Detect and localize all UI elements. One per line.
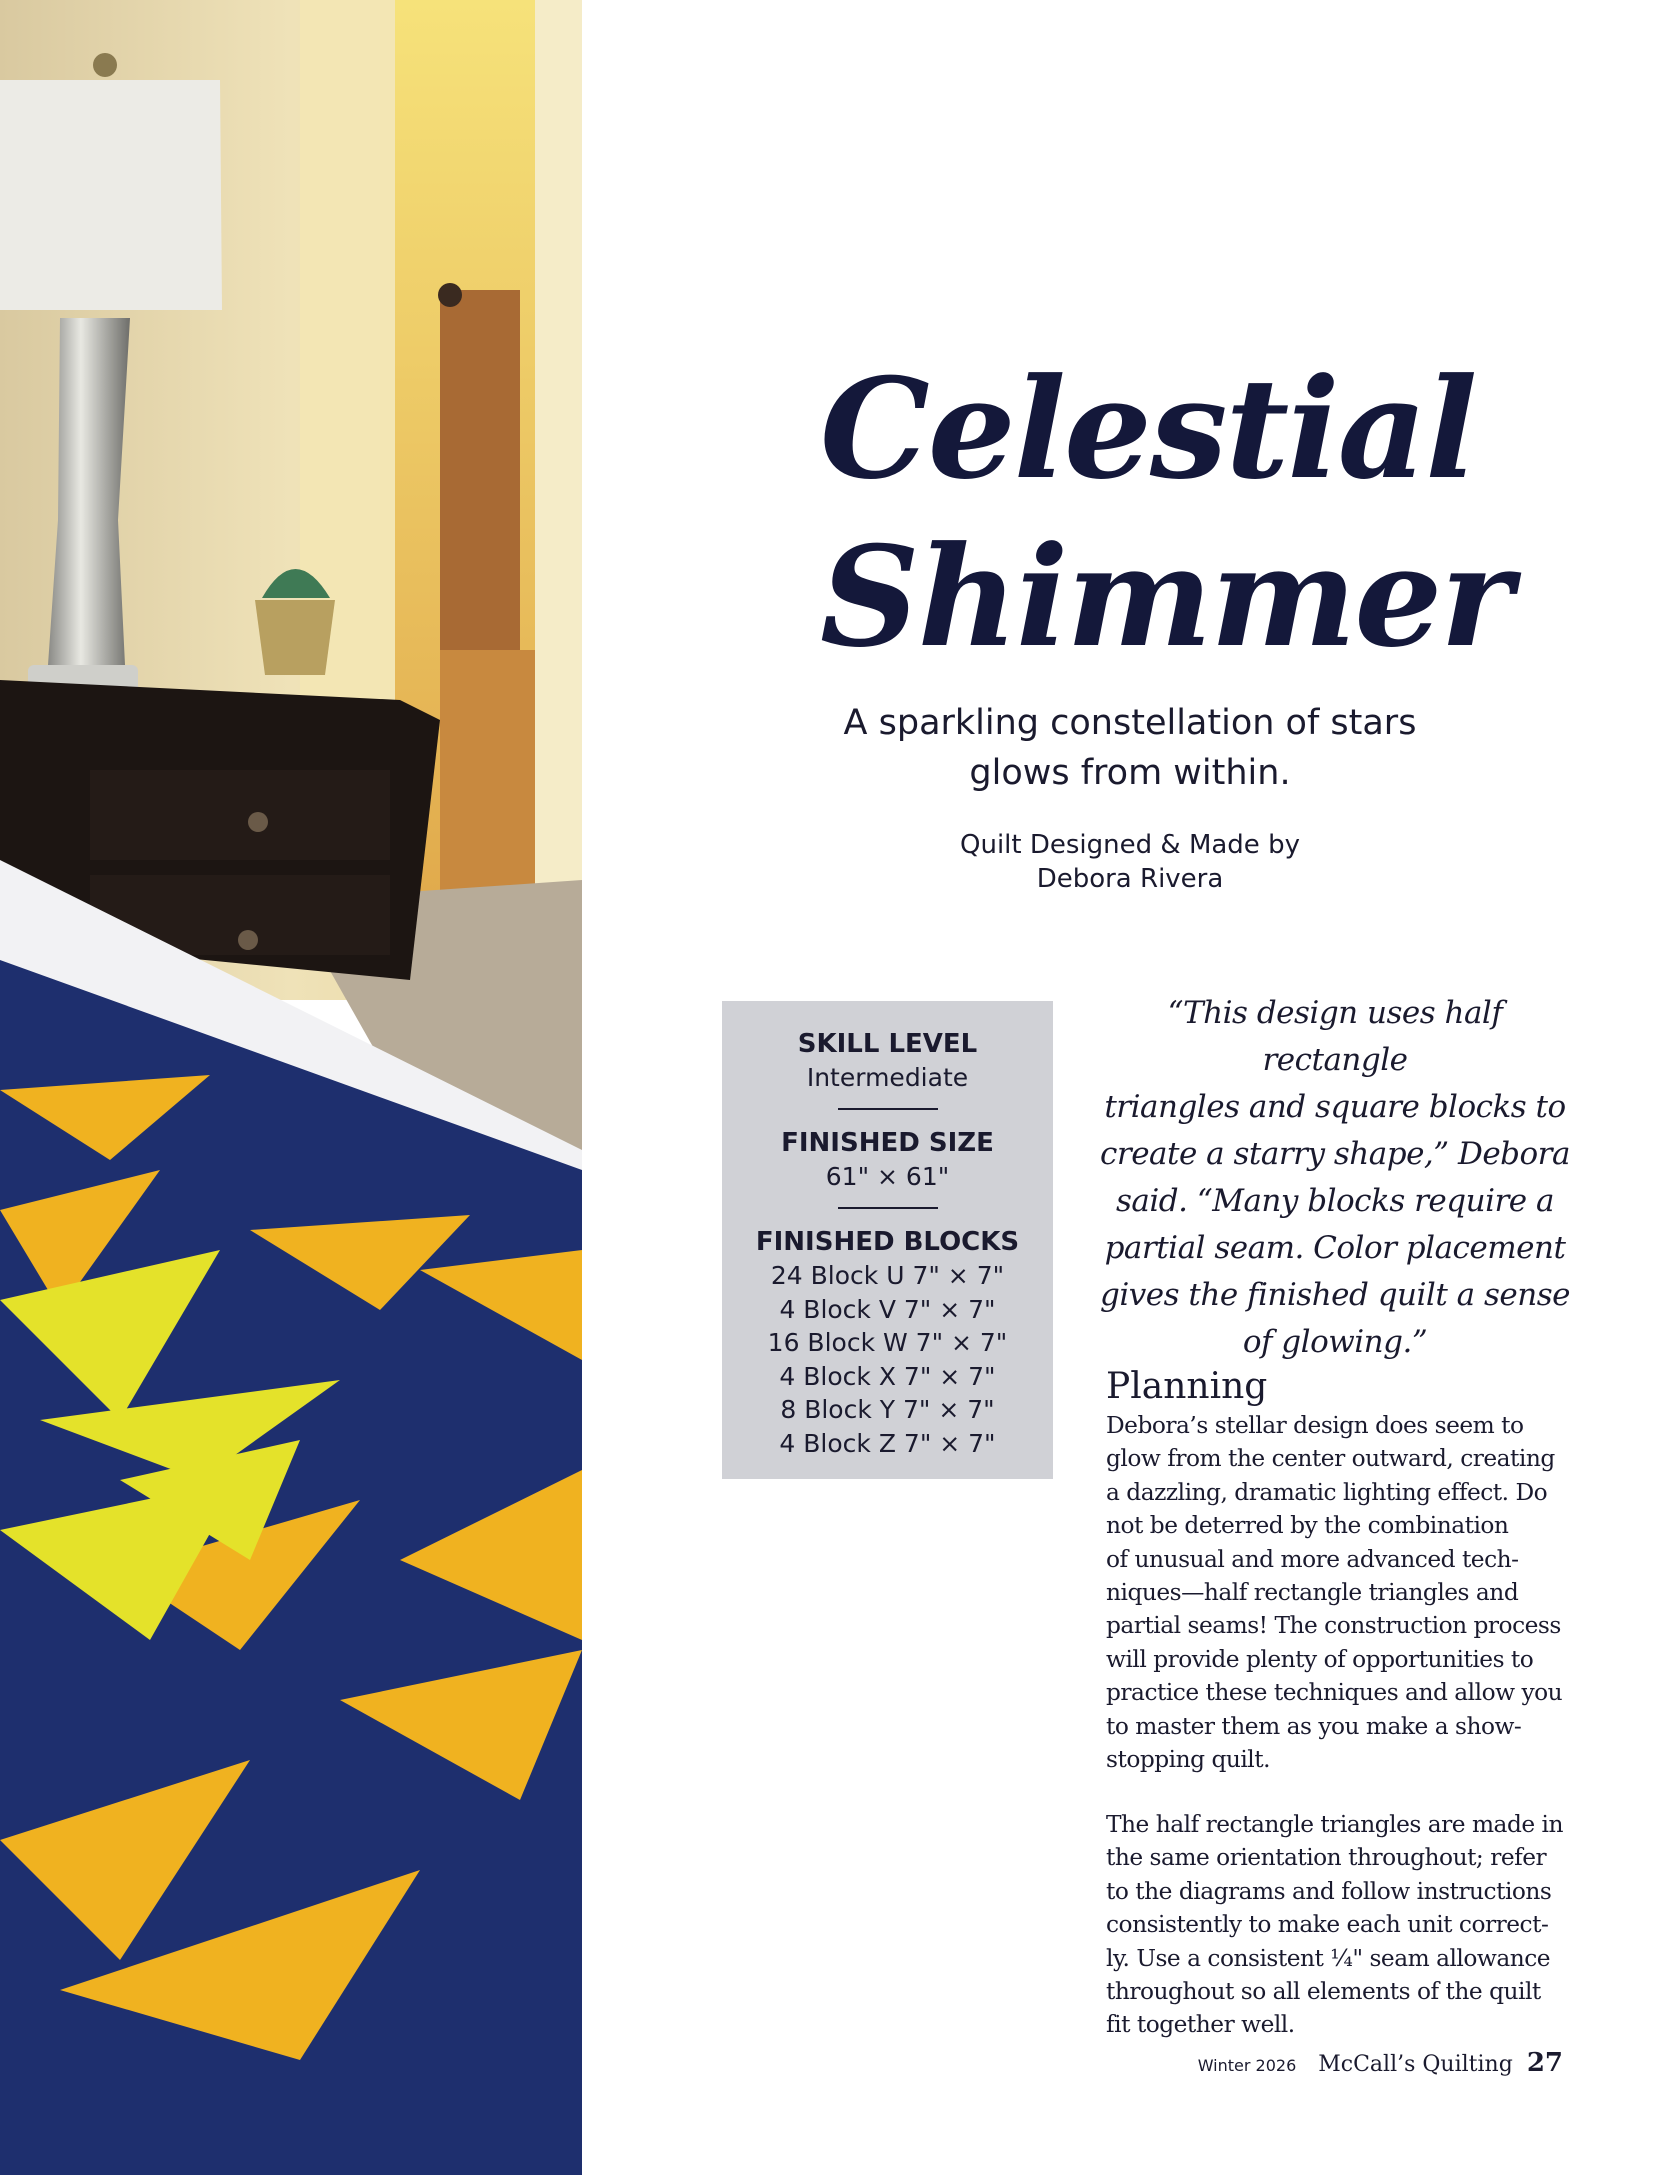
quote-line: gives the finished quilt a sense [1100,1277,1570,1313]
body-paragraph-2 [1106,1808,1576,2042]
body-paragraph-1 [1106,1409,1576,1776]
body-line: not be deterred by the combination [1106,1512,1509,1540]
skill-level-value: Intermediate [806,1063,969,1092]
section-heading: Planning [1106,1366,1268,1407]
finished-blocks-heading: FINISHED BLOCKS [755,1227,1020,1257]
body-line: glow from the center outward, creating [1106,1445,1555,1473]
block-list-item: 24 Block U 7" × 7" [770,1261,1005,1290]
quote-line: triangles and square blocks to [1104,1089,1566,1125]
body-line: will provide plenty of opportunities to [1106,1645,1534,1673]
skill-level-heading: SKILL LEVEL [797,1029,978,1059]
pattern-info-box [722,1001,1053,1479]
pull-quote [1100,990,1570,1366]
body-line: stopping quilt. [1106,1746,1271,1774]
body-line: a dazzling, dramatic lighting effect. Do [1106,1478,1548,1506]
quilt-photo [0,0,582,2175]
block-list-item: 16 Block W 7" × 7" [767,1328,1008,1357]
block-list-item: 4 Block X 7" × 7" [779,1361,996,1391]
page-number: 27 [1526,2048,1563,2078]
body-line: consistently to make each unit correct- [1106,1911,1549,1939]
credit-line-1: Quilt Designed & Made by [960,830,1300,860]
block-list-item: 8 Block Y 7" × 7" [780,1395,995,1424]
body-line: practice these techniques and allow you [1106,1679,1563,1707]
body-line: to the diagrams and follow instructions [1106,1877,1552,1905]
body-line: of unusual and more advanced tech- [1106,1545,1519,1573]
body-line: ly. Use a consistent ¼" seam allowance [1106,1944,1551,1972]
divider [838,1108,938,1110]
divider [838,1207,938,1209]
designer-credit [880,828,1380,896]
finished-size-value: 61" × 61" [825,1162,950,1191]
body-line: to master them as you make a show- [1106,1712,1522,1740]
quote-line: create a starry shape,” Debora [1100,1136,1570,1172]
quote-line: of glowing.” [1242,1324,1428,1360]
body-line: partial seams! The construction process [1106,1612,1561,1640]
block-list-item: 4 Block Z 7" × 7" [779,1428,996,1458]
body-line: The half rectangle triangles are made in [1106,1811,1564,1838]
page-footer [1198,2048,1563,2082]
title-line-2: Shimmer [820,515,1511,678]
footer-issue: Winter 2026 [1197,2056,1297,2075]
body-line: fit together well. [1106,2011,1295,2039]
quote-line: partial seam. Color placement [1104,1230,1566,1266]
subtitle-line-1: A sparkling constellation of stars [843,703,1417,743]
body-line: niques—half rectangle triangles and [1106,1579,1519,1607]
subtitle [800,698,1460,798]
credit-line-2: Debora Rivera [1036,864,1224,894]
subtitle-line-2: glows from within. [969,753,1291,793]
finished-size-heading: FINISHED SIZE [781,1128,994,1158]
quote-line: “This design uses half rectangle [1167,995,1503,1078]
body-line: the same orientation throughout; refer [1106,1844,1547,1872]
title-line-1: Celestial [820,347,1476,510]
footer-magazine: McCall’s Quilting [1318,2052,1513,2077]
quote-line: said. “Many blocks require a [1116,1183,1554,1219]
block-list-item: 4 Block V 7" × 7" [779,1294,996,1324]
body-line: throughout so all elements of the quilt [1106,1978,1541,2006]
body-line: Debora’s stellar design does seem to [1106,1412,1524,1439]
